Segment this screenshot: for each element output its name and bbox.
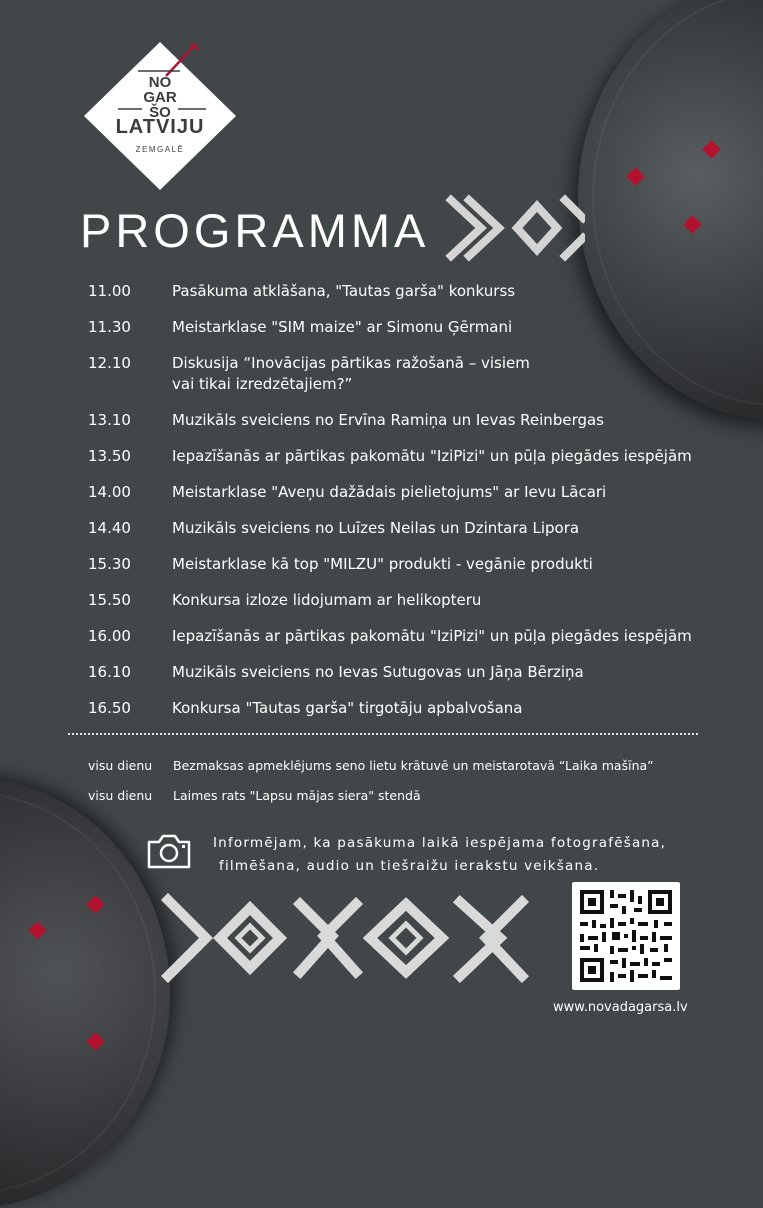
schedule-text: Pasākuma atklāšana, "Tautas garša" konkurss <box>172 282 516 300</box>
schedule-row <box>88 482 748 503</box>
schedule-text: Meistarklase "Aveņu dažādais pielietojums" ar Ievu Lācari <box>172 483 607 501</box>
schedule-text: Muzikāls sveiciens no Ervīna Ramiņa un Ievas Reinbergas <box>172 411 604 429</box>
schedule-text: Konkursa "Tautas garša" tirgotāju apbalvošana <box>172 699 523 717</box>
logo-brand: LATVIJU <box>115 116 205 138</box>
logo-line2: GAR <box>143 89 177 106</box>
schedule-text: Iepazīšanās ar pārtikas pakomātu "IziPizi" un pūļa piegādes iespējām <box>172 627 692 645</box>
website-link[interactable]: www.novadagarsa.lv <box>553 1000 688 1015</box>
page-title: PROGRAMMA <box>80 204 430 257</box>
schedule-row <box>88 410 748 431</box>
schedule-text: Meistarklase "SIM maize" ar Simonu Ģērmani <box>172 318 513 336</box>
schedule-time: 12.10 <box>88 354 131 372</box>
plate-bottom-left <box>0 778 170 1208</box>
all-day-events <box>88 756 654 816</box>
schedule-row <box>88 554 748 575</box>
schedule-time: 15.30 <box>88 555 131 573</box>
logo <box>80 40 240 190</box>
photo-notice <box>213 832 673 878</box>
schedule-time: 16.50 <box>88 699 131 717</box>
schedule-text: Iepazīšanās ar pārtikas pakomātu "IziPizi" un pūļa piegādes iespējām <box>172 447 692 465</box>
logo-line1: NO <box>148 74 172 91</box>
plate-rim <box>0 792 156 1194</box>
schedule-time: 14.00 <box>88 483 131 501</box>
schedule-row <box>88 626 748 647</box>
folk-ornament-top <box>445 190 585 266</box>
schedule-time: 13.10 <box>88 411 131 429</box>
logo-line3: ŠO <box>149 104 171 121</box>
schedule-time: 13.50 <box>88 447 131 465</box>
schedule-time: 16.00 <box>88 627 131 645</box>
schedule-row <box>88 698 748 719</box>
logo-region: ZEMGALĒ <box>135 145 185 154</box>
schedule-text: Meistarklase kā top "MILZU" produkti - vegānie produkti <box>172 555 593 573</box>
all-day-text: Laimes rats "Lapsu mājas siera" stendā <box>173 788 421 803</box>
schedule-row <box>88 281 748 302</box>
schedule-row <box>88 353 748 395</box>
schedule-row <box>88 317 748 338</box>
folk-ornament-bottom <box>160 890 530 986</box>
schedule-row <box>88 662 748 683</box>
schedule-text: Konkursa izloze lidojumam ar helikopteru <box>172 591 482 609</box>
all-day-label: visu dienu <box>88 788 153 803</box>
notice-line-2: filmēšana, audio un tiešraižu ierakstu veikšana. <box>219 858 600 874</box>
schedule-time: 14.40 <box>88 519 131 537</box>
all-day-row <box>88 786 654 805</box>
schedule-time: 15.50 <box>88 591 131 609</box>
all-day-row <box>88 756 654 775</box>
schedule-row <box>88 446 748 467</box>
schedule-time: 11.00 <box>88 282 131 300</box>
qr-code[interactable] <box>572 882 680 990</box>
program-schedule <box>88 281 748 734</box>
dotted-divider <box>68 733 698 735</box>
schedule-row <box>88 518 748 539</box>
schedule-row <box>88 590 748 611</box>
notice-line-1: Informējam, ka pasākuma laikā iespējama fotografēšana, <box>213 835 667 851</box>
camera-icon <box>146 832 192 870</box>
schedule-time: 16.10 <box>88 663 131 681</box>
schedule-text: Muzikāls sveiciens no Ievas Sutugovas un Jāņa Bērziņa <box>172 663 584 681</box>
schedule-time: 11.30 <box>88 318 131 336</box>
schedule-text: Diskusija “Inovācijas pārtikas ražošanā – visiem vai tikai izredzētajiem?” <box>172 354 530 393</box>
schedule-text: Muzikāls sveiciens no Luīzes Neilas un Dzintara Lipora <box>172 519 580 537</box>
all-day-label: visu dienu <box>88 758 153 773</box>
all-day-text: Bezmaksas apmeklējums seno lietu krātuvē un meistarotavā “Laika mašīna” <box>173 758 654 773</box>
